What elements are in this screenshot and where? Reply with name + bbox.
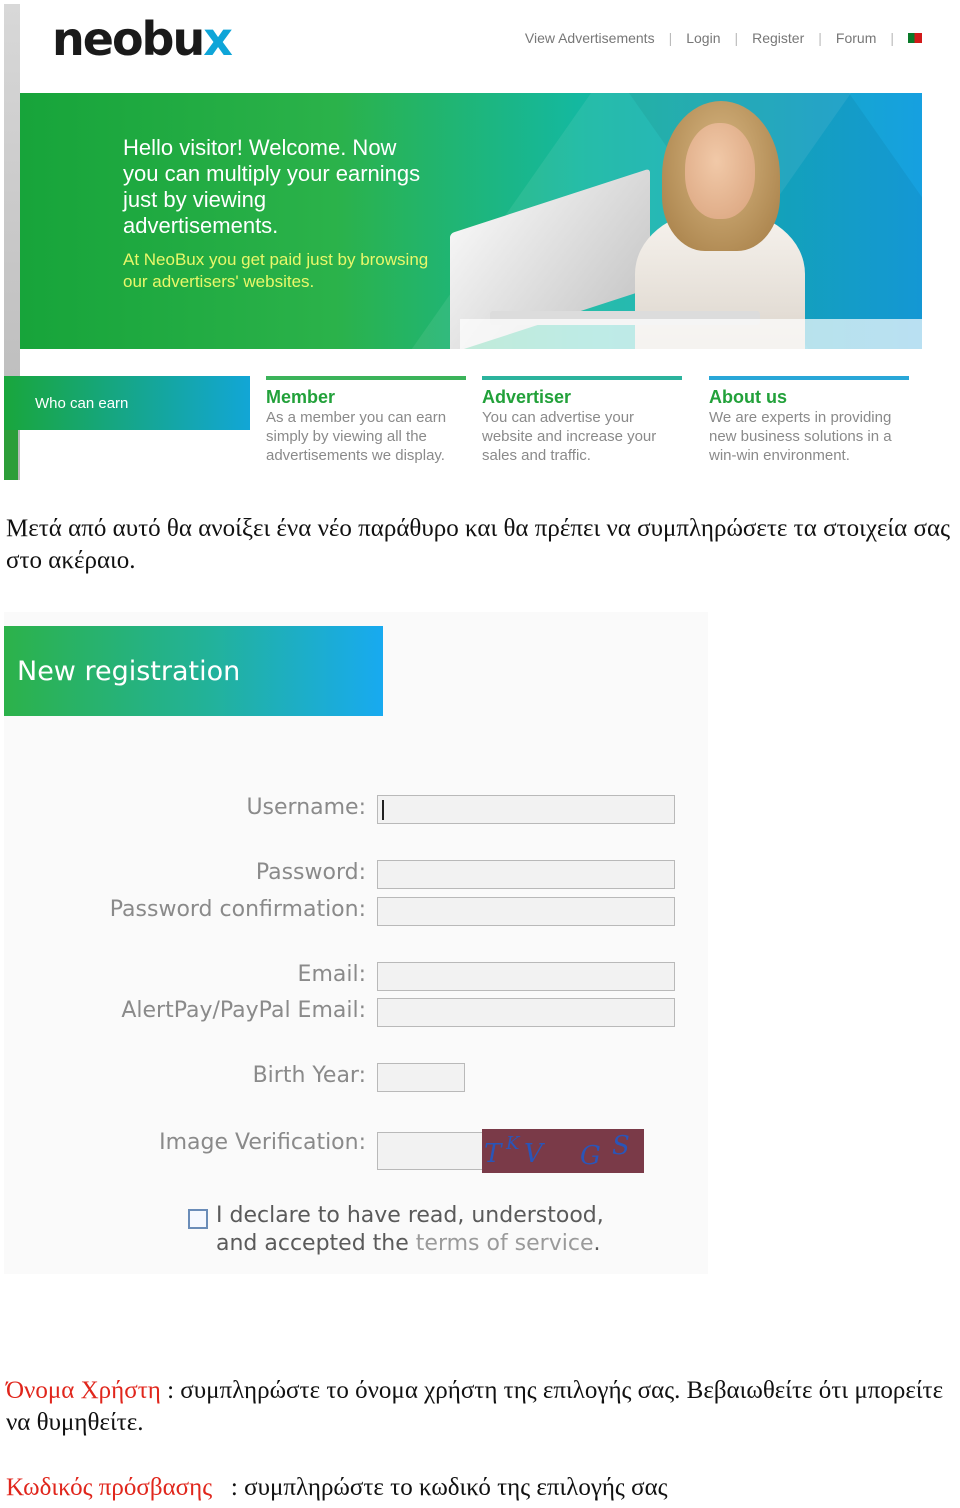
about-us-column xyxy=(709,376,909,465)
nav-login[interactable]: Login xyxy=(686,30,721,46)
username-instruction: Όνομα Χρήστη : συμπληρώστε το όνομα χρήστη της επιλογής σας. Βεβαιωθείτε ότι μπορείτε να θυμηθείτε. xyxy=(6,1377,944,1436)
nav-view-advertisements[interactable]: View Advertisements xyxy=(524,30,655,46)
password-confirmation-input[interactable] xyxy=(377,897,675,926)
registration-form-screenshot xyxy=(4,612,708,1274)
username-term: Όνομα Χρήστη xyxy=(6,1377,161,1404)
alertpay-paypal-email-label: AlertPay/PayPal Email: xyxy=(121,998,366,1023)
terms-checkbox[interactable] xyxy=(188,1209,208,1229)
password-label: Password: xyxy=(255,860,366,885)
username-label: Username: xyxy=(246,795,366,820)
nav-separator: | xyxy=(890,30,894,46)
member-text: As a member you can earn simply by viewing all the advertisements we display. xyxy=(266,409,447,464)
email-label: Email: xyxy=(297,962,366,987)
advertiser-title[interactable]: Advertiser xyxy=(482,387,572,407)
neobux-logo[interactable]: neobux xyxy=(52,12,231,66)
terms-of-service-link[interactable]: terms of service xyxy=(415,1231,594,1256)
username-input[interactable] xyxy=(377,795,675,824)
nav-separator: | xyxy=(668,30,673,46)
birth-year-input[interactable] xyxy=(377,1063,465,1092)
image-verification-label: Image Verification: xyxy=(159,1130,366,1155)
advertiser-column xyxy=(482,376,682,465)
terms-declaration: I declare to have read, understood, and accepted the terms of service. xyxy=(216,1203,604,1256)
language-flag-icon[interactable] xyxy=(908,33,922,43)
password-confirmation-label: Password confirmation: xyxy=(109,897,366,922)
password-input[interactable] xyxy=(377,860,675,889)
instruction-paragraph: Μετά από αυτό θα ανοίξει ένα νέο παράθυρο και θα πρέπει να συμπληρώσετε τα στοιχεία σας στο ακέραιο. xyxy=(6,515,950,574)
alertpay-paypal-email-input[interactable] xyxy=(377,998,675,1027)
top-navigation xyxy=(511,30,922,46)
nav-separator: | xyxy=(818,30,822,46)
birth-year-label: Birth Year: xyxy=(252,1063,366,1088)
about-us-title[interactable]: About us xyxy=(709,387,787,407)
nav-register[interactable]: Register xyxy=(752,30,805,46)
advertiser-text: You can advertise your website and increase your sales and traffic. xyxy=(482,409,657,464)
banner-subtext: At NeoBux you get paid just by browsing our advertisers' websites. xyxy=(123,250,429,291)
password-term: Κωδικός πρόσβασης xyxy=(6,1474,213,1501)
password-instruction: Κωδικός πρόσβασης : συμπληρώστε το κωδικό της επιλογής σας xyxy=(6,1474,668,1501)
nav-forum[interactable]: Forum xyxy=(835,30,877,46)
banner-heading: Hello visitor! Welcome. Now you can multiply your earnings just by viewing advertisements. xyxy=(123,135,421,238)
captcha-image: T K V G S xyxy=(482,1129,644,1173)
registration-title: New registration xyxy=(17,656,241,687)
member-title[interactable]: Member xyxy=(266,387,336,407)
member-column xyxy=(266,376,466,465)
about-us-text: We are experts in providing new business solutions in a win-win environment. xyxy=(709,409,892,464)
who-can-earn-tab[interactable]: Who can earn xyxy=(4,376,250,430)
neobux-homepage-screenshot xyxy=(4,4,922,482)
hero-banner xyxy=(20,93,922,349)
email-input[interactable] xyxy=(377,962,675,991)
captcha-input[interactable] xyxy=(377,1132,483,1170)
registration-header xyxy=(4,626,383,716)
nav-separator: | xyxy=(734,30,739,46)
